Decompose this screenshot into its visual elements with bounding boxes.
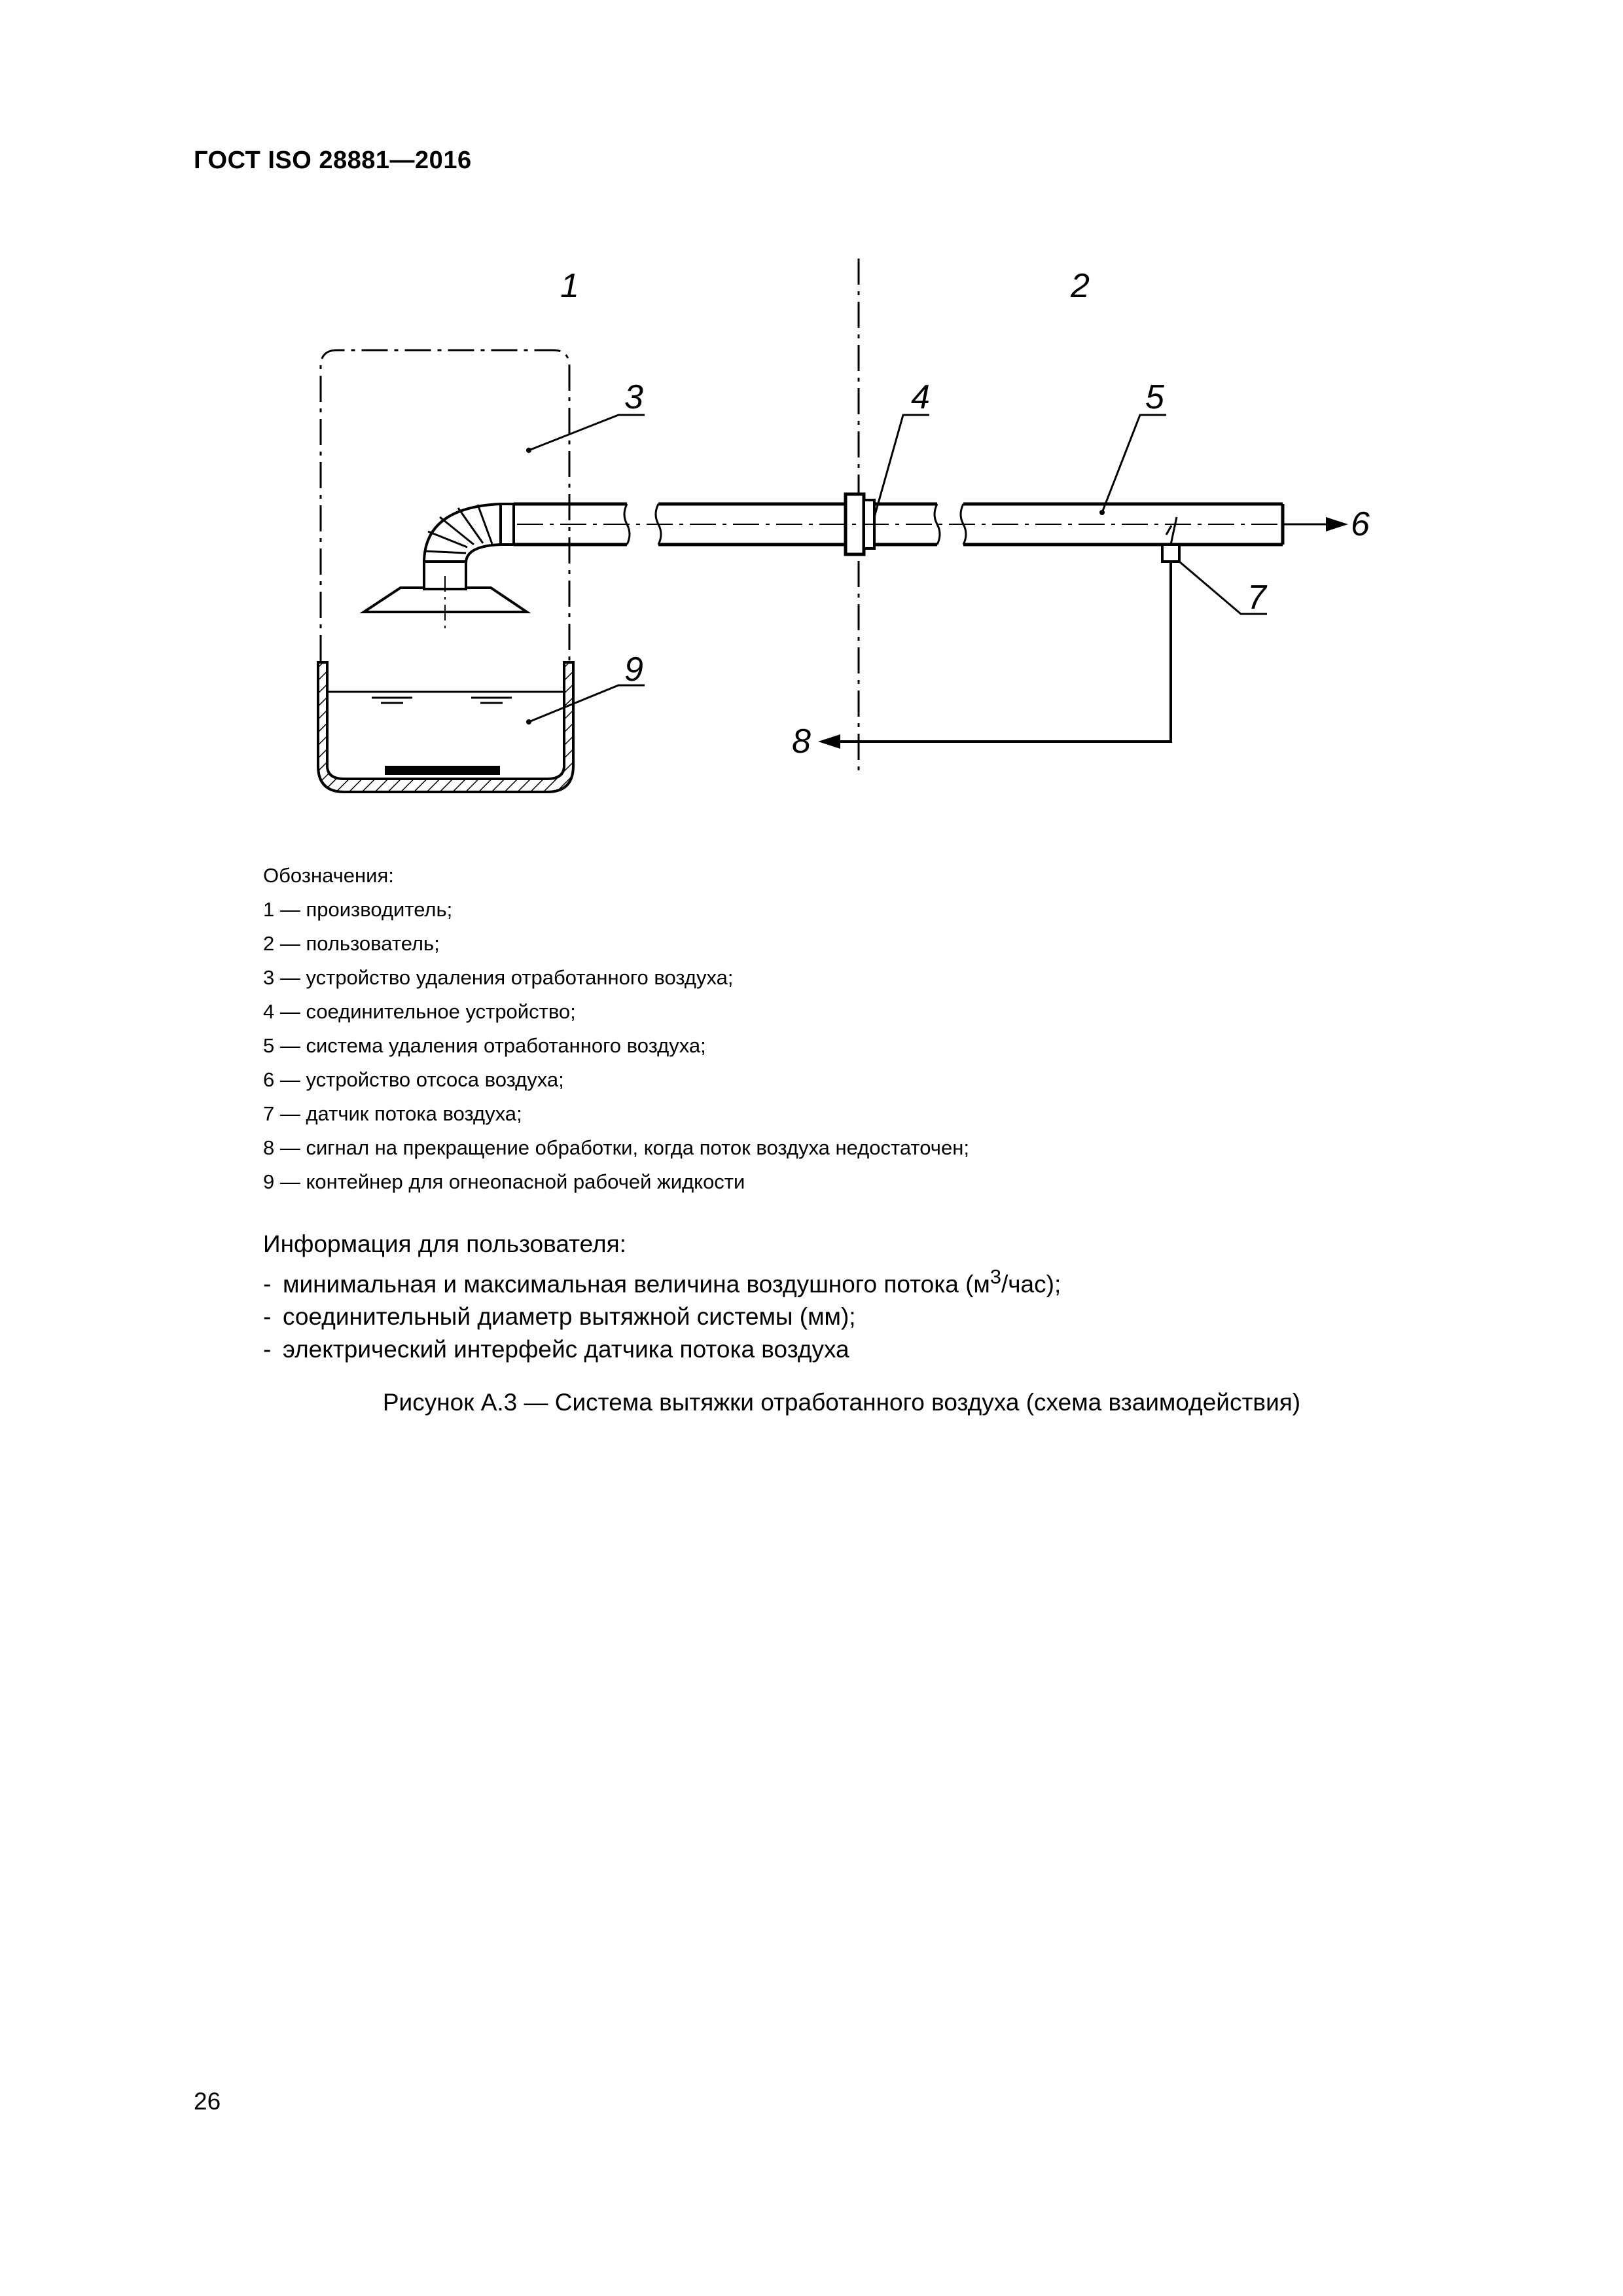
info-diameter-text: соединительный диаметр вытяжной системы (мм); (283, 1303, 856, 1331)
info-airflow-superscript: 3 (990, 1265, 1001, 1288)
legend (263, 859, 969, 1199)
legend-item: 6 — устройство отсоса воздуха; (263, 1068, 564, 1091)
info-item-airflow (263, 1261, 1061, 1300)
label-removal-device: 3 (624, 378, 643, 416)
legend-title: Обозначения: (263, 864, 394, 887)
info-dash: - (263, 1336, 272, 1363)
label-connector: 4 (911, 378, 930, 416)
label-flow-sensor: 7 (1247, 579, 1266, 617)
label-manufacturer: 1 (560, 267, 579, 305)
label-container: 9 (624, 651, 643, 689)
legend-item: 9 — контейнер для огнеопасной рабочей жидкости (263, 1170, 745, 1193)
legend-item: 2 — пользователь; (263, 932, 440, 955)
legend-item: 3 — устройство удаления отработанного воздуха; (263, 966, 734, 989)
page-number: 26 (194, 2088, 221, 2115)
legend-item: 5 — система удаления отработанного воздуха; (263, 1034, 706, 1057)
exhaust-system-diagram (0, 0, 1623, 851)
legend-item: 7 — датчик потока воздуха; (263, 1102, 522, 1125)
user-information-title: Информация для пользователя: (263, 1230, 626, 1257)
figure-caption (0, 1389, 1623, 1416)
document-code: ГОСТ ISO 28881—2016 (194, 147, 472, 174)
exhaust-hood (364, 504, 527, 630)
suction-arrow (1283, 517, 1348, 531)
legend-item: 8 — сигнал на прекращение обработки, когда поток воздуха недостаточен; (263, 1136, 969, 1159)
info-airflow-text: минимальная и максимальная величина воздушного потока (м (283, 1270, 990, 1298)
legend-item: 1 — производитель; (263, 898, 453, 921)
label-removal-system: 5 (1145, 378, 1164, 416)
flow-sensor (818, 517, 1179, 749)
label-user: 2 (1071, 267, 1090, 305)
info-dash: - (263, 1270, 272, 1298)
fluid-container (318, 662, 573, 792)
info-airflow-unit: /час); (1001, 1270, 1061, 1298)
info-item-diameter (263, 1300, 1061, 1333)
info-item-interface (263, 1333, 1061, 1366)
figure-caption-text: Рисунок А.3 — Система вытяжки отработанного воздуха (схема взаимодействия) (382, 1389, 1301, 1416)
label-stop-signal: 8 (792, 723, 811, 761)
info-dash: - (263, 1303, 272, 1331)
user-information (263, 1228, 1061, 1366)
legend-item: 4 — соединительное устройство; (263, 1000, 576, 1023)
label-suction-device: 6 (1351, 505, 1370, 543)
info-interface-text: электрический интерфейс датчика потока воздуха (283, 1336, 849, 1363)
